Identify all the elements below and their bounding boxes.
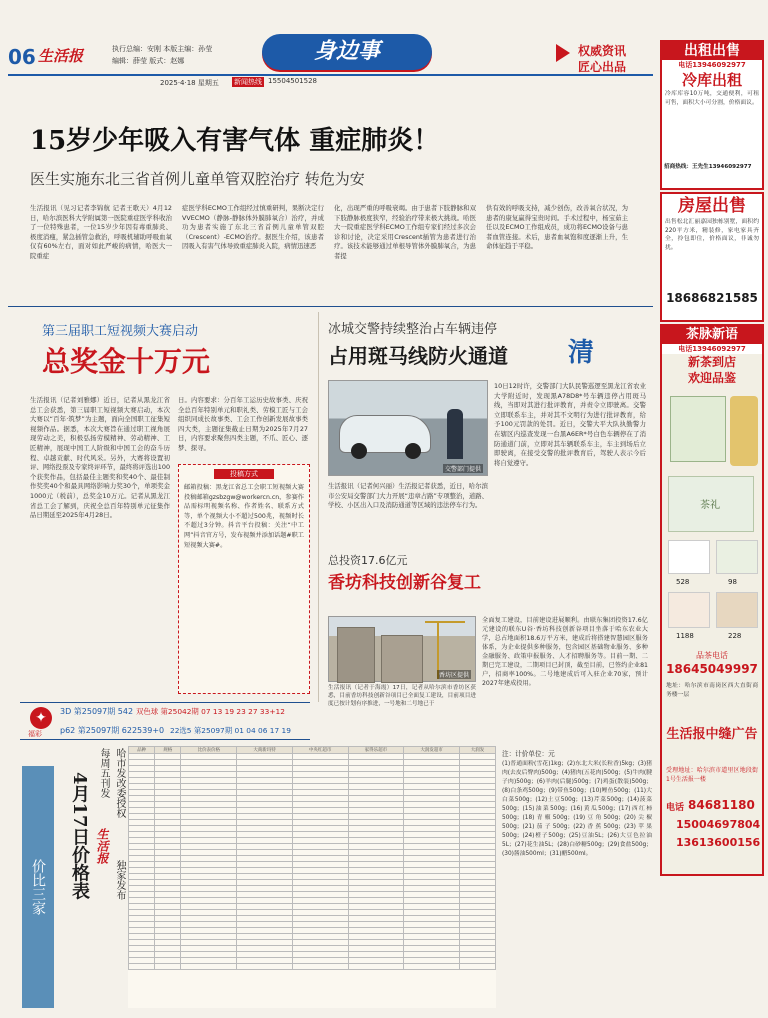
lead-col-3: 化，出现严重的呼吸衰竭。由于患者下肢静脉和双下肢静脉极度狭窄，经验治疗带来极大挑战。哈医大一院重症医学科ECMO工作组专家们经过多次会诊和讨论，决定采用Crescent插管为患者进行治疗。该技术能够通过单根导管体外膜肺氧合，为患者提 bbox=[334, 204, 476, 260]
lead-col-2: 症医学科ECMO工作组经过慎重研判，果断决定行VVECMO（静脉-静脉体外膜肺氧合）治疗，并成功为患者实施了东北三省首例儿童单管双腔（Crescent）-ECMO治疗。据医生介绍，该患者因吸入有害气体导致重症肺炎入院，病情迅速恶 bbox=[182, 204, 324, 251]
contest-kicker: 第三届职工短视频大赛启动 bbox=[42, 324, 199, 339]
table-cell bbox=[129, 964, 155, 970]
tea-can-image bbox=[730, 396, 758, 466]
wheel-icon bbox=[351, 443, 367, 459]
xiangfang-caption: 生活报讯（记者于海霞）17日，记者从哈尔滨市香坊区获悉，目前香坊科技创新谷项目已全面复工建设，目前项目进度已按计划有序推进，一号地和二号地已于 bbox=[328, 685, 476, 707]
submission-box-text: 邮箱投稿：黑龙江省总工会职工短视频大赛投稿邮箱gzsbzgw@workercn.cn，参赛作品需标明视频名称、作者姓名、联系方式等，单个视频大小不超过500兆，视频时长不超过3分钟。抖音平台投稿：关注“中工网”抖音官方号，发布视频并添加话题#职工短视频大赛#。 bbox=[184, 484, 304, 549]
price-vertical-title: 价比三家 bbox=[22, 766, 54, 1008]
price-table-column-header: 大润发超市 bbox=[404, 747, 460, 754]
ad-tel-1: 84681180 bbox=[688, 798, 755, 812]
traffic-photo bbox=[328, 380, 488, 476]
section-title: 身边事 bbox=[313, 39, 380, 64]
hotline-number: 15504501528 bbox=[268, 77, 317, 85]
price-table-column-header: 大润发 bbox=[459, 747, 495, 754]
price-section bbox=[8, 742, 654, 1012]
ad-address: 受理地址：哈尔滨市道里区地段街1号生活报一楼 bbox=[666, 767, 758, 783]
hotline-label: 新闻热线 bbox=[234, 78, 262, 86]
sidebar bbox=[660, 40, 764, 1012]
lottery-22x5: 22选5 第25097期 01 04 06 17 19 bbox=[170, 726, 291, 735]
house-title: 房屋出售 bbox=[678, 196, 746, 216]
ad-tel-label: 电话 bbox=[666, 803, 685, 813]
house-phone: 18686821585 bbox=[666, 291, 758, 305]
cold-title: 冷库出租 bbox=[681, 71, 742, 89]
submission-box bbox=[178, 464, 310, 694]
price-note-text: (1)普通面粉(雪花)1kg；(2)东北大米(长粒香)5kg；(3)猪肉(去皮后臀肉)500g；(4)猪肉(五花肉)500g；(5)牛肉(腱子肉)500g；(6)羊肉(后腿)500g；(7)鸡蛋(散装)500g；(8)白条鸡500g；(9)带鱼500g；(10)鲤鱼500g；(11)大白菜500g；(12)土豆500g；(13)芹菜500g；(14)菠菜500g；(15)油菜500g；(16)黄瓜500g；(17)西红柿500g；(18)青椒500g；(19)豆角500g；(20)尖椒500g；(21)茄子500g；(22)香蕉500g；(23)苹果500g；(24)橙子500g；(25)豆油5L；(26)大豆色拉油5L；(27)花生油5L；(28)白砂糖500g；(29)食盐500g；(30)酱油500ml；(31)醋500ml。 bbox=[502, 761, 652, 857]
xiangfang-body: 全面复工建设，目前建设进展顺利。由联东集团投资17.6亿元建设的联东U谷·香坊科技创新谷项目坐落于哈东农业大学，总占地面积18.6万平方米，建成后将搭建智慧园区服务体系，为企业提供多种服务，包含园区基础物业服务、多种金融服务、政策申报服务、人才招聘服务等。目前一期、二期已完工建设，二期项目已封顶，截至目前，已签约企业81户，招商率100%。二号地建成后可入驻企业70家，预计2027年建成投用。 bbox=[482, 617, 648, 687]
date: 2025·4·18 星期五 bbox=[160, 79, 219, 87]
price-brand-tail: 独家发布 bbox=[114, 860, 125, 900]
price-table-column-header: 规格 bbox=[155, 747, 181, 754]
section-banner bbox=[262, 34, 432, 70]
lottery-3d: 3D 第25097期 542 bbox=[60, 707, 134, 716]
xiangfang-article bbox=[322, 552, 654, 707]
price-head-1: 哈市发改委授权 bbox=[114, 748, 125, 818]
tea-hotline: 18645049997 bbox=[666, 662, 758, 676]
xiangfang-title: 香坊科技创新谷复工 bbox=[328, 573, 481, 593]
tea-price-1: 528 bbox=[676, 578, 690, 586]
lead-title: 15岁少年吸入有害气体 重症肺炎！ bbox=[30, 126, 440, 156]
slogan-2: 匠心出品 bbox=[578, 60, 627, 74]
masthead bbox=[0, 0, 658, 88]
contest-title: 总奖金十万元 bbox=[42, 345, 211, 378]
lottery-bar bbox=[20, 702, 310, 740]
house-ad bbox=[660, 192, 764, 322]
table-cell bbox=[348, 964, 404, 970]
building-shape bbox=[381, 635, 423, 683]
building-shape bbox=[337, 627, 375, 683]
traffic-photo-credit: 交警部门提供 bbox=[444, 466, 481, 473]
wheel-icon bbox=[405, 443, 421, 459]
tea-slogan-1: 新茶到店 bbox=[687, 355, 736, 369]
lottery-p62: p62 第25097期 622539+0 bbox=[60, 726, 165, 735]
fucai-label: 福彩 bbox=[28, 730, 42, 738]
price-table-column-header: 中央红超市 bbox=[292, 747, 348, 754]
tea-price-3: 1188 bbox=[676, 632, 694, 640]
page-number: 06 bbox=[8, 45, 36, 69]
traffic-body: 10日12时许，交警部门大队民警巡逻至黑龙江省农业大学附近时，发现黑A78D8*号车辆违停占用斑马线，当即对其进行批评教育，并责令立即驶离。交警立即联系车主，并对其不文明行为进行批评教育，给予100元罚款的处罚。近日，交警大平大队执勤警力在辖区内巡查发现一台黑A6ER*号白色车辆停在了消防通道门前，立即对其车辆联系车主，车主到场后立即驶离，在接受交警的批评教育后，驾驶人表示今后将自觉遵守。 bbox=[494, 382, 646, 467]
tea-ad-label: 茶礼 bbox=[700, 500, 720, 511]
paper-logo: 生活报 bbox=[38, 47, 84, 65]
table-cell bbox=[181, 964, 237, 970]
tea-package-image bbox=[668, 540, 710, 574]
price-note-title: 注：计价单位：元 bbox=[502, 750, 555, 758]
lottery-ssq: 双色球 第25042期 07 13 19 23 27 33+12 bbox=[136, 707, 285, 716]
exec-editors: 执行总编：安刚 本版主编：孙莹 bbox=[112, 45, 213, 53]
tea-address: 地址：哈尔滨市南岗区西大直街商务楼一层 bbox=[666, 683, 758, 698]
price-table bbox=[128, 746, 496, 970]
editors: 编辑：薛莹 版式：赵娜 bbox=[112, 57, 185, 65]
tea-price-4: 228 bbox=[728, 632, 742, 640]
arrow-icon bbox=[556, 44, 570, 62]
tea-hotline-label: 品茶电话 bbox=[696, 651, 728, 660]
house-text: 出售松北汇丽嘉园独栋别墅，面积约220平方米，精装修，家电家具齐全，拎包即住，价格面议，非诚勿扰。 bbox=[665, 219, 759, 251]
price-brand: 生活报 bbox=[95, 828, 109, 864]
tea-price-2: 98 bbox=[728, 578, 737, 586]
tea-package-image bbox=[716, 592, 758, 628]
lead-col-1: 生活报讯（见习记者李锦航 记者王歌天）4月12日，哈尔滨医科大学附属第一医院重症医学科收治了一位特殊患者，一位15岁少年因有毒重肺炎、极度消瘦，紧急插管急救治，呼吸机辅助呼吸血氧仅有60%左右，面对如此严峻的病情，哈医大一院重症 bbox=[30, 204, 172, 260]
submission-box-title: 投稿方式 bbox=[214, 469, 274, 479]
traffic-kicker: 冰城交警持续整治占车辆违停 bbox=[328, 322, 498, 337]
price-date: 4月17日价格表 bbox=[69, 772, 90, 900]
price-table-wrap bbox=[128, 746, 496, 1008]
tea-slogan-2: 欢迎品鉴 bbox=[687, 371, 736, 385]
tea-phone: 电话13946092977 bbox=[662, 344, 762, 354]
ad-tel-2: 15004697804 bbox=[676, 818, 761, 831]
table-cell bbox=[237, 964, 293, 970]
xiangfang-photo-credit: 香坊区提供 bbox=[438, 672, 469, 679]
table-cell bbox=[292, 964, 348, 970]
lead-subtitle: 医生实施东北三省首例儿童单管双腔治疗 转危为安 bbox=[30, 170, 365, 188]
officer-shape bbox=[447, 409, 463, 459]
ad-tel-3: 13613600156 bbox=[676, 836, 761, 849]
slogan-1: 权威资讯 bbox=[578, 44, 627, 58]
price-table-header bbox=[129, 747, 496, 754]
cold-contact: 招商热线：王先生13946092977 bbox=[664, 164, 752, 170]
tea-package-image bbox=[668, 592, 710, 628]
traffic-title-end: 清 bbox=[568, 338, 595, 368]
lead-col-4: 供有效的呼吸支持，减少创伤，改善氧合状况，为患者的康复赢得宝贵时间。手术过程中，杨宝茹主任以及ECMO工作组成员，成功将ECMO设备与患者血管连接。术后，患者血氧饱和度逐渐上升，生命体征趋于平稳。 bbox=[486, 204, 628, 251]
tea-title: 茶脉新语 bbox=[662, 326, 762, 344]
table-row bbox=[129, 964, 496, 970]
price-table-column-header: 大商新玛特 bbox=[237, 747, 293, 754]
price-table-column-header: 比价表价格 bbox=[181, 747, 237, 754]
xiangfang-kicker: 总投资17.6亿元 bbox=[328, 554, 408, 567]
crane-shape bbox=[425, 621, 465, 623]
rent-phone: 电话13946092977 bbox=[662, 60, 762, 70]
lead-article bbox=[8, 92, 653, 302]
tea-package-image bbox=[716, 540, 758, 574]
tea-package-image bbox=[670, 396, 726, 462]
rent-ad bbox=[660, 40, 764, 190]
xiangfang-photo bbox=[328, 616, 476, 682]
lottery-logo-icon: ✦ bbox=[30, 707, 52, 729]
rent-title: 出租出售 bbox=[662, 42, 762, 60]
traffic-title: 占用斑马线防火通道 bbox=[328, 344, 508, 368]
traffic-caption: 生活报讯（记者何兴丽）生活报记者获悉，近日，哈尔滨市公安局交警部门大力开展“违章占路”专项整治，道路、学校、小区出入口及消防通道等区域的违法停车行为。 bbox=[328, 482, 488, 510]
table-cell bbox=[155, 964, 181, 970]
ad-title: 生活报中缝广告 bbox=[666, 727, 758, 742]
price-table-column-header: 品种 bbox=[129, 747, 155, 754]
price-head-2: 每周五刊发 bbox=[98, 748, 109, 798]
contest-article bbox=[8, 310, 313, 700]
contest-col-1: 生活报讯（记者刘雅娜）近日，记者从黑龙江省总工会获悉，第三届职工短视频大赛启动，本次大赛以“百年·筑梦”为主题，面向全国职工征集短视频作品。据悉，本次大赛旨在通过职工视角展现劳动之美，积极弘扬劳模精神、劳动精神、工匠精神，展现中国工人阶级和中国工会的奋斗历程、卓越贡献、时代风采。另外，大赛将设置初评、网络投票及专家终评环节，最终将评选出100个获奖作品，包括最佳主题奖和奖40个、最佳制作奖奖40个和最具网络影响力奖30个，单项奖金1000元（税前），总奖金10万元。记者从黑龙江省总工会了解到，庆祝全总百年特别单元征集作品日期延至2025年4月28日。 bbox=[30, 396, 171, 520]
traffic-article bbox=[322, 310, 654, 550]
contest-col-2: 日。内容要求：分百年工运历史故事类、庆祝全总百年特别单元和职礼类、劳模工匠与工会组织同成长故事类、工会工作创新发展故事类四大类，主题征集截止日期为2025年7月27日，内容要求聚焦四类主题，不爪、匠心、逐梦、探寻。 bbox=[178, 396, 308, 452]
cold-text: 冷库库容10万吨，交通便利，可租可售，面积大小可分割，价格面议。 bbox=[665, 91, 759, 106]
table-cell bbox=[404, 964, 460, 970]
table-cell bbox=[459, 964, 495, 970]
price-table-column-header: 家得乐超市 bbox=[348, 747, 404, 754]
tea-ad bbox=[660, 324, 764, 876]
